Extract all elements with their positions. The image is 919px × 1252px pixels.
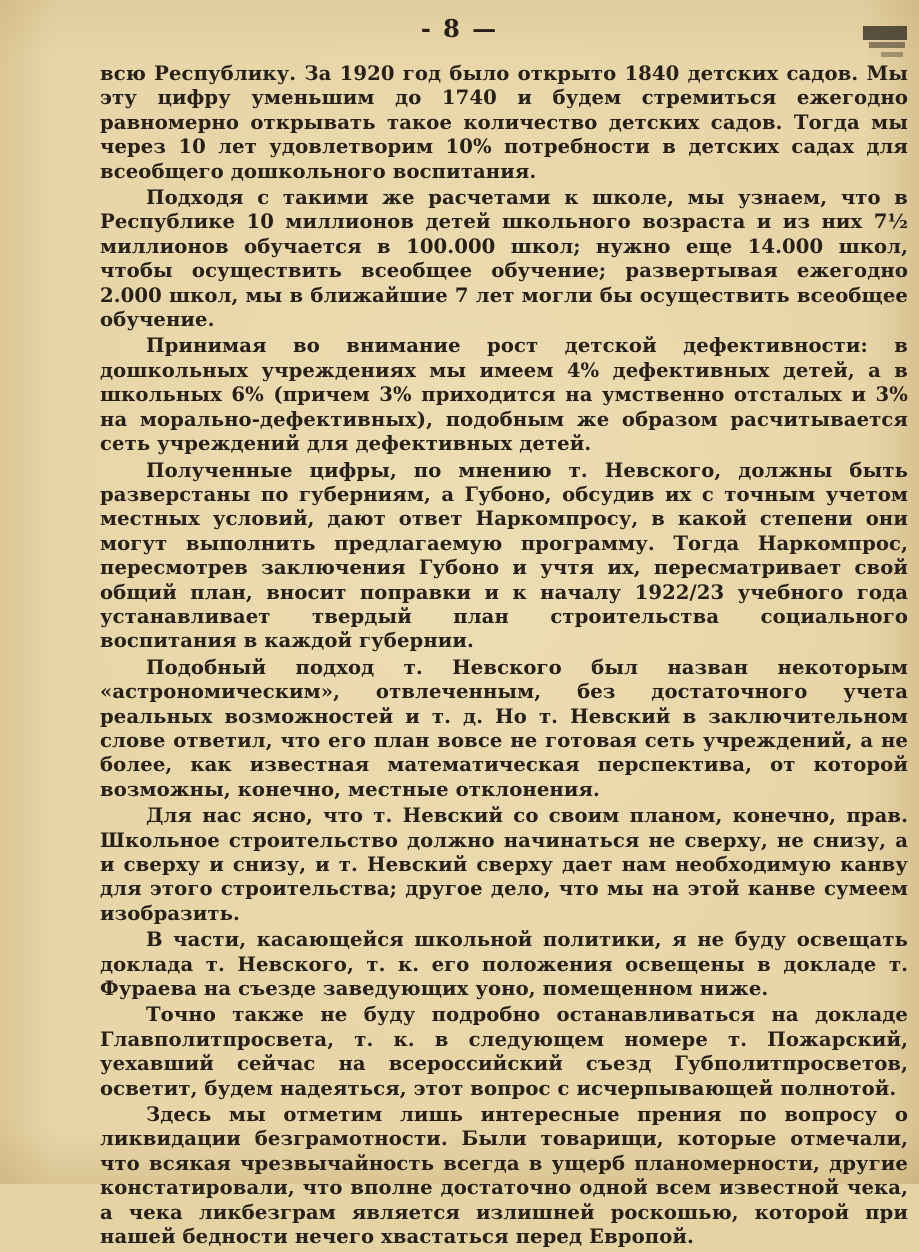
- paragraph-1: всю Республику. За 1920 год было открыто 1840 детских садов. Мы эту цифру уменьшим до 1740 и будем стремиться ежегодно равномерно открывать такое количество детских садов. Тогда мы через 10 лет удовлетворим 10% потребности в детских садах для всеобщего дошкольного воспитания.: [100, 62, 908, 183]
- paragraph-8: Точно также не буду подробно останавливаться на докладе Главполитпросвета, т. к. в следующем номере т. Пожарский, уехавший сейчас на всероссийский съезд Губполитпросветов, осветит, будем надеяться, этот вопрос с исчерпывающей полнотой.: [100, 1003, 908, 1100]
- paragraph-9: Здесь мы отметим лишь интересные прения по вопросу о ликвидации безграмотности. Были товарищи, которые отмечали, что всякая чрезвычайность всегда в ущерб планомерности, другие констатировали, что вполне достаточно одной всем известной чека, а чека ликбезграм является излишней роскошью, которой при нашей бедности нечего хвастаться перед Европой.: [100, 1103, 908, 1249]
- paragraph-5: Подобный подход т. Невского был назван некоторым «астрономическим», отвлеченным, без достаточного учета реальных возможностей и т. д. Но т. Невский в заключительном слове ответил, что его план вовсе не готовая сеть учреждений, а не более, как известная математическая перспектива, от которой возможны, конечно, местные отклонения.: [100, 655, 908, 801]
- paragraph-3: Принимая во внимание рост детской дефективности: в дошкольных учреждениях мы имеем 4% дефективных детей, а в школьных 6% (причем 3% приходится на умственно отсталых и 3% на морально-дефективных), подобным же образом расчитывается сеть учреждений для дефективных детей.: [100, 334, 908, 456]
- page-number: - 8 —: [420, 14, 499, 43]
- paragraph-2: Подходя с такими же расчетами к школе, мы узнаем, что в Республике 10 миллионов детей школьного возраста и из них 7½ миллионов обучается в 100.000 школ; нужно еще 14.000 школ, чтобы осуществить всеобщее обучение; развертывая ежегодно 2.000 школ, мы в ближайшие 7 лет могли бы осуществить всеобщее обучение.: [100, 186, 908, 332]
- document-body: [100, 62, 908, 1252]
- paragraph-6: Для нас ясно, что т. Невский со своим планом, конечно, прав. Школьное строительство должно начинаться не сверху, не снизу, а и сверху и снизу, и т. Невский сверху дает нам необходимую канву для этого строительства; другое дело, что мы на этой канве сумеем изобразить.: [100, 804, 908, 925]
- paragraph-7: В части, касающейся школьной политики, я не буду освещать доклада т. Невского, т. к. его положения освещены в докладе т. Фураева на съезде заведующих уоно, помещенном ниже.: [100, 928, 908, 1001]
- paragraph-4: Полученные цифры, по мнению т. Невского, должны быть разверстаны по губерниям, а Губоно, обсудив их с точным учетом местных условий, дают ответ Наркомпросу, в какой степени они могут выполнить предлагаемую программу. Тогда Наркомпрос, пересмотрев заключения Губоно и учтя их, пересматривает свой общий план, вносит поправки и к началу 1922/23 учебного года устанавливает твердый план строительства социального воспитания в каждой губернии.: [100, 458, 908, 653]
- ink-smudge-mark: [859, 22, 911, 66]
